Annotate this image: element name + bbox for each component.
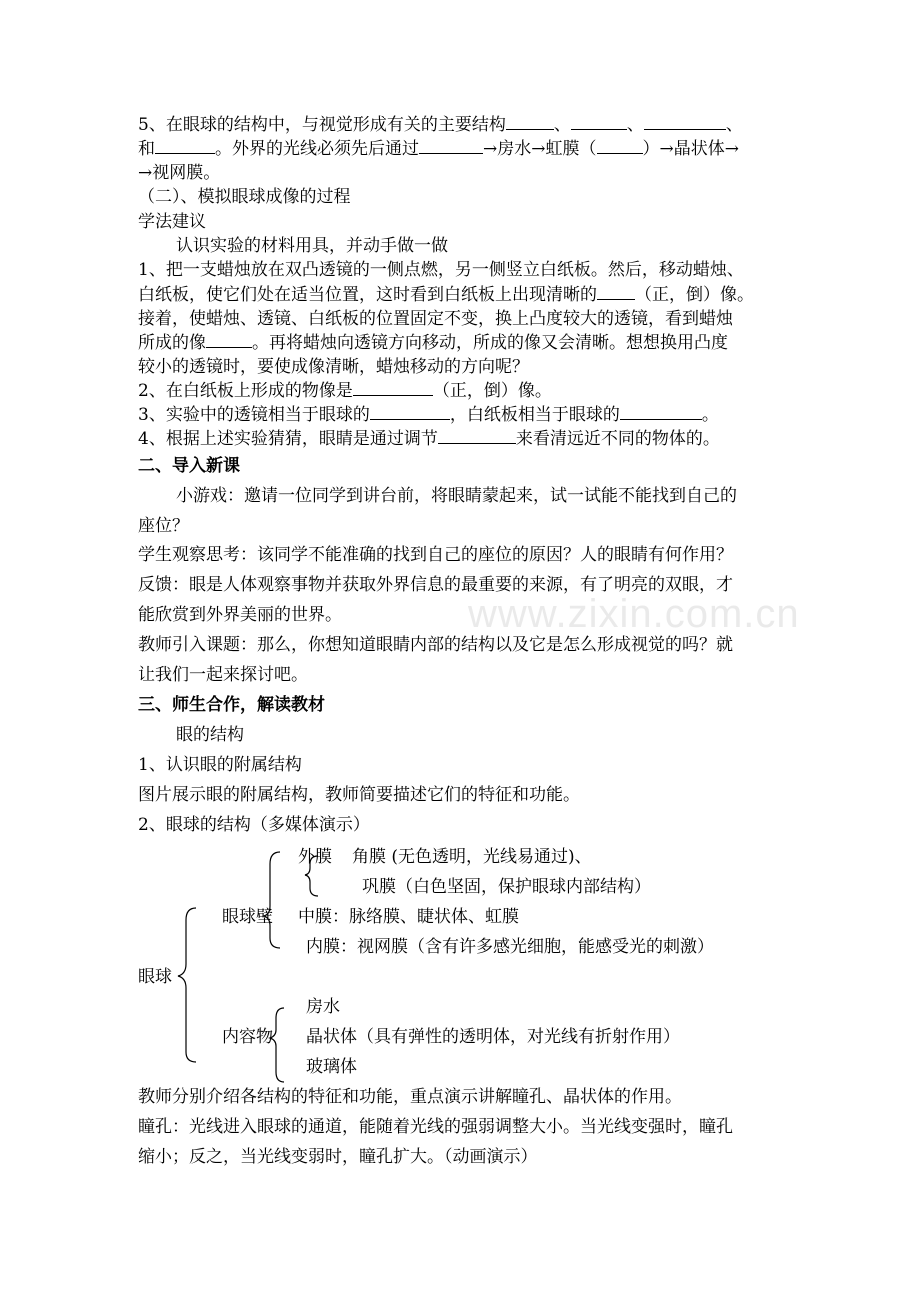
section-heading-2: （二）、模拟眼球成像的过程 bbox=[138, 187, 351, 207]
text: 。 bbox=[701, 405, 719, 425]
text: （正，倒）像。 bbox=[635, 285, 754, 305]
watermark: www.zixin.com.cn bbox=[468, 592, 800, 636]
text: 。再将蜡烛向透镜方向移动，所成的像又会清晰。想想换用凸度 bbox=[252, 333, 728, 353]
teacher-intro-text-cont: 让我们一起来探讨吧。 bbox=[138, 665, 308, 685]
text: ，白纸板相当于眼球的 bbox=[449, 405, 620, 425]
tree-eyeball-wall: 眼球壁 bbox=[222, 907, 273, 927]
question-5-line-3: →视网膜。 bbox=[138, 163, 221, 183]
experiment-line-3: 接着，使蜡烛、透镜、白纸板的位置固定不变，换上凸度较大的透镜，看到蜡烛 bbox=[138, 309, 733, 329]
accessory-structure-heading: 1、认识眼的附属结构 bbox=[138, 755, 302, 775]
tree-outer-membrane: 外膜 bbox=[298, 847, 332, 867]
tree-aqueous-humor: 房水 bbox=[306, 997, 340, 1017]
pupil-text: 瞳孔：光线进入眼球的通道，能随着光线的强弱调整大小。当光线变强时，瞳孔 bbox=[138, 1117, 733, 1137]
text: （正，倒）像。 bbox=[432, 381, 552, 401]
study-advice-text: 认识实验的材料用具，并动手做一做 bbox=[176, 236, 448, 256]
text: 所成的像 bbox=[138, 333, 206, 353]
text: 。外界的光线必须先后通过 bbox=[215, 139, 419, 159]
text: 2、在白纸板上形成的物像是 bbox=[138, 381, 353, 401]
experiment-line-5: 较小的透镜时，要使成像清晰，蜡烛移动的方向呢？ bbox=[138, 357, 529, 377]
pupil-text-cont: 缩小；反之，当光线变弱时，瞳孔扩大。（动画演示） bbox=[138, 1147, 538, 1167]
text: 白纸板，使它们处在适当位置，这时看到白纸板上出现清晰的 bbox=[138, 285, 597, 305]
game-text: 小游戏：邀请一位同学到讲台前，将眼睛蒙起来，试一试能不能找到自己的 bbox=[176, 486, 737, 506]
text: 和 bbox=[138, 139, 155, 159]
text: 来看清远近不同的物体的。 bbox=[515, 429, 720, 449]
study-advice-label: 学法建议 bbox=[138, 212, 206, 232]
structure-explain-text: 教师分别介绍各结构的特征和功能，重点演示讲解瞳孔、晶状体的作用。 bbox=[138, 1087, 682, 1107]
text: 3、实验中的透镜相当于眼球的 bbox=[138, 405, 370, 425]
tree-lens: 晶状体（具有弹性的透明体，对光线有折射作用） bbox=[306, 1027, 680, 1047]
tree-contents: 内容物 bbox=[222, 1027, 273, 1047]
feedback-text: 反馈：眼是人体观察事物并获取外界信息的最重要的来源，有了明亮的双眼，才 bbox=[138, 575, 733, 595]
eye-structure-label: 眼的结构 bbox=[176, 725, 244, 745]
text: ）→晶状体→ bbox=[642, 139, 739, 159]
accessory-structure-text: 图片展示眼的附属结构，教师简要描述它们的特征和功能。 bbox=[138, 785, 580, 805]
section-heading-3: 三、师生合作，解读教材 bbox=[138, 695, 325, 715]
game-text-cont: 座位？ bbox=[138, 516, 189, 536]
text: 4、根据上述实验猜猜，眼睛是通过调节 bbox=[138, 429, 438, 449]
text: 、 bbox=[725, 115, 743, 135]
tree-inner-membrane: 内膜：视网膜（含有许多感光细胞，能感受光的刺激） bbox=[306, 937, 714, 957]
tree-sclera: 巩膜（白色坚固，保护眼球内部结构） bbox=[362, 877, 651, 897]
section-heading-intro: 二、导入新课 bbox=[138, 456, 240, 476]
tree-vitreous: 玻璃体 bbox=[306, 1057, 357, 1077]
text: 5、在眼球的结构中，与视觉形成有关的主要结构 bbox=[138, 115, 506, 135]
tree-middle-membrane: 中膜：脉络膜、睫状体、虹膜 bbox=[298, 907, 519, 927]
text: 、 bbox=[626, 115, 644, 135]
tree-cornea: 角膜 (无色透明，光线易通过)、 bbox=[352, 847, 592, 867]
student-observe-text: 学生观察思考：该同学不能准确的找到自己的座位的原因？人的眼睛有何作用？ bbox=[138, 545, 733, 565]
tree-root-eyeball: 眼球 bbox=[138, 967, 172, 987]
text: 、 bbox=[553, 115, 571, 135]
experiment-line-1: 1、把一支蜡烛放在双凸透镜的一侧点燃，另一侧竖立白纸板。然后，移动蜡烛、 bbox=[138, 260, 744, 280]
text: →房水→虹膜（ bbox=[483, 139, 597, 159]
feedback-text-cont: 能欣赏到外界美丽的世界。 bbox=[138, 605, 342, 625]
teacher-intro-text: 教师引入课题：那么，你想知道眼睛内部的结构以及它是怎么形成视觉的吗？就 bbox=[138, 635, 733, 655]
eyeball-structure-heading: 2、眼球的结构（多媒体演示） bbox=[138, 815, 370, 835]
